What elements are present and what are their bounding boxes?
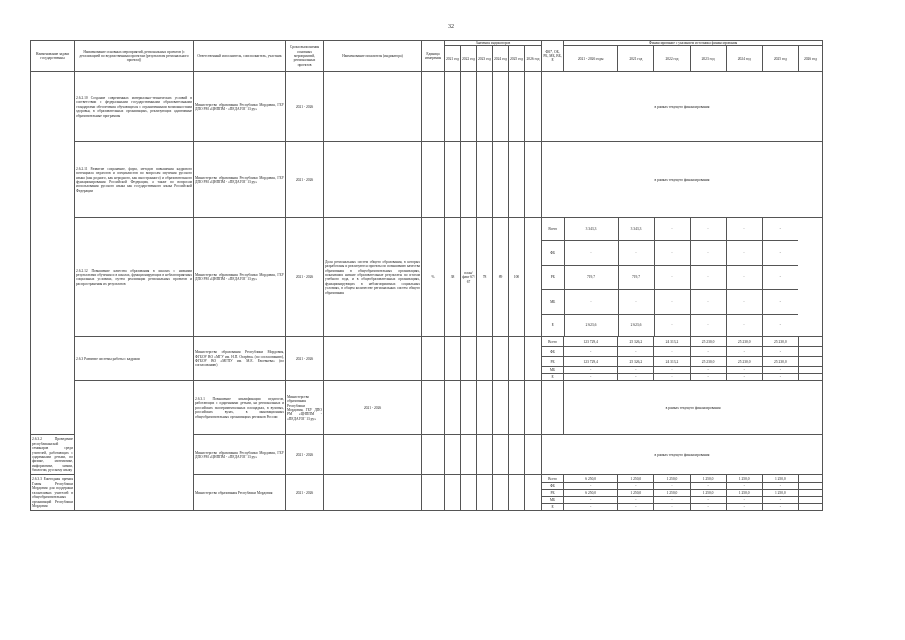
year-2021: 2021 год bbox=[445, 46, 461, 72]
fin-total: 719,7 bbox=[564, 265, 618, 290]
fin-total: 123 729,4 bbox=[564, 357, 618, 367]
fin-row bbox=[542, 290, 822, 315]
header-target-values: Значения индикаторов bbox=[445, 41, 542, 46]
value-cell bbox=[493, 381, 509, 435]
year-2025: 2025 год bbox=[509, 46, 525, 72]
period-cell: 2021 - 2026 bbox=[286, 72, 324, 142]
fin-2025: - bbox=[762, 504, 798, 511]
fin-2021: - bbox=[618, 290, 654, 315]
responsible-cell: Министерство образования Республики Мордовия, ГБУ ДПО РМ «ЦНППМ - «ПЕДАГОГ 13 ру» bbox=[194, 218, 286, 337]
fin-2023: - bbox=[690, 483, 726, 490]
fin-2022: 1 250,0 bbox=[654, 475, 690, 483]
fin-total: 2 623,6 bbox=[564, 314, 618, 336]
fin-2024: - bbox=[726, 367, 762, 374]
fin-2025: 1 250,0 bbox=[762, 490, 798, 497]
indicator-cell: Доля региональных систем общего образования, в которых разработаны и реализуются проекты по повышению качества образования в общеобразовательных организациях, показавших низкие образовательные результаты по итогам учебного года, и в общеобразовательных организациях, функционирующих в неблагоприятных социальных условиях, в общем количестве региональных систем общего образования bbox=[324, 218, 422, 337]
fin-2026 bbox=[798, 374, 822, 381]
event-cell: 2.6.3.3 Ежегодная премия Главы Республики Мордовия для поддержки талантливых учителей в общеобразовательных организаций Республики Мордовия bbox=[31, 475, 75, 511]
fin-2023: 1 250,0 bbox=[690, 490, 726, 497]
fin-2025: - bbox=[762, 241, 798, 266]
fin-total: - bbox=[564, 347, 618, 357]
fin-2024: - bbox=[726, 241, 762, 266]
indicator-cell bbox=[324, 475, 422, 511]
fin-2025: - bbox=[762, 347, 798, 357]
fin-2024: - bbox=[726, 218, 762, 240]
fin-2023: 25 230,0 bbox=[690, 337, 726, 347]
fin-2025: - bbox=[762, 265, 798, 290]
unit-cell bbox=[422, 337, 445, 381]
value-cell bbox=[509, 381, 525, 435]
unit-cell bbox=[422, 72, 445, 142]
fin-2024: - bbox=[726, 504, 762, 511]
fin-row bbox=[542, 265, 822, 290]
fin-2026 bbox=[798, 504, 822, 511]
event-cell: 2.6.3 Развитие системы работы с кадрами bbox=[75, 337, 194, 381]
financing-block bbox=[542, 218, 823, 337]
fin-source: РБ bbox=[542, 265, 564, 290]
unit-cell bbox=[422, 142, 445, 218]
fin-2022: - bbox=[654, 483, 690, 490]
unit-cell: % bbox=[422, 218, 445, 337]
event-cell: 2.6.3.2 Проведение республиканской семинаров среди учителей, работающих с одаренными детьми, по физике, математике, информатике, химии, биологии, русскому языку bbox=[31, 435, 75, 475]
fin-2026 bbox=[798, 497, 822, 504]
value-cell bbox=[493, 337, 509, 381]
value-2024: 89 bbox=[493, 218, 509, 337]
fin-2025: - bbox=[762, 314, 798, 336]
fin-source: Всего bbox=[542, 337, 564, 347]
fin-2022: 24 313,2 bbox=[654, 357, 690, 367]
fin-2025: - bbox=[762, 374, 798, 381]
fin-total: - bbox=[564, 504, 618, 511]
value-cell bbox=[445, 72, 461, 142]
fin-source: Е bbox=[542, 374, 564, 381]
indicator-cell bbox=[422, 381, 445, 435]
fin-2023: - bbox=[690, 347, 726, 357]
fin-2023: - bbox=[690, 367, 726, 374]
page-number: 32 bbox=[448, 24, 454, 30]
value-cell bbox=[461, 381, 477, 435]
fin-2024: 1 250,0 bbox=[726, 490, 762, 497]
fin-2022: - bbox=[654, 218, 690, 240]
header-row bbox=[31, 41, 823, 46]
financing-note: в рамках текущего финансирования bbox=[542, 142, 823, 218]
fin-2022: - bbox=[654, 367, 690, 374]
value-cell bbox=[445, 435, 461, 475]
period-cell: 2021 - 2026 bbox=[286, 142, 324, 218]
fin-2023: - bbox=[690, 218, 726, 240]
value-cell bbox=[509, 72, 525, 142]
fin-total: - bbox=[564, 367, 618, 374]
fin-year-2023: 2023 год bbox=[690, 46, 726, 72]
value-2025: 100 bbox=[509, 218, 525, 337]
fin-2026 bbox=[798, 475, 822, 483]
fin-2024: - bbox=[726, 347, 762, 357]
unit-cell bbox=[445, 381, 461, 435]
fin-2025: - bbox=[762, 483, 798, 490]
program-table bbox=[30, 40, 823, 511]
fin-2021: 1 250,0 bbox=[618, 475, 654, 483]
fin-2025: 25 230,0 bbox=[762, 357, 798, 367]
fin-total: - bbox=[564, 483, 618, 490]
value-cell bbox=[509, 142, 525, 218]
fin-2021: - bbox=[618, 374, 654, 381]
fin-2022: - bbox=[654, 497, 690, 504]
fin-source: ФБ bbox=[542, 241, 564, 266]
fin-2022: - bbox=[654, 265, 690, 290]
value-cell bbox=[525, 72, 542, 142]
fin-2023: - bbox=[690, 241, 726, 266]
fin-total: - bbox=[564, 290, 618, 315]
fin-2022: - bbox=[654, 347, 690, 357]
table-row bbox=[31, 142, 823, 218]
fin-2022: 1 250,0 bbox=[654, 490, 690, 497]
header-financing: Финансирование с указанием источника финансирования bbox=[564, 41, 823, 46]
value-cell bbox=[461, 435, 477, 475]
fin-total: 6 250,0 bbox=[564, 490, 618, 497]
value-cell bbox=[525, 475, 542, 511]
value-cell bbox=[525, 435, 542, 475]
fin-year-total: 2021 - 2026 годы bbox=[564, 46, 618, 72]
fin-row bbox=[542, 314, 822, 336]
value-2021: 38 bbox=[445, 218, 461, 337]
event-cell: 2.6.2.11 Развитие сохранение, форм, методов повышения кадрового потенциала педагогов и специалистов по вопросам изучения русского языка (как родного, как неродного, как иностранного) и образовательного функционирования Российской Федерации, а также по вопросам использования русского языка как государственного языка Российской Федерации bbox=[75, 142, 194, 218]
value-cell bbox=[461, 142, 477, 218]
fin-2024: 1 250,0 bbox=[726, 475, 762, 483]
fin-2022: 24 313,2 bbox=[654, 337, 690, 347]
value-cell bbox=[509, 475, 525, 511]
fin-2025: - bbox=[762, 218, 798, 240]
fin-source: Е bbox=[542, 314, 564, 336]
fin-source: Е bbox=[542, 504, 564, 511]
value-2023: 78 bbox=[477, 218, 493, 337]
indicator-cell bbox=[324, 142, 422, 218]
indicator-cell bbox=[324, 337, 422, 381]
fin-2021: - bbox=[618, 347, 654, 357]
fin-source: Всего bbox=[542, 475, 564, 483]
fin-2023: - bbox=[690, 314, 726, 336]
fin-2025: - bbox=[762, 497, 798, 504]
fin-year-2024: 2024 год bbox=[726, 46, 762, 72]
fin-source: МБ bbox=[542, 497, 564, 504]
value-cell bbox=[542, 381, 564, 435]
header-period: Сроки выполнения основных мероприятий, региональных проектов bbox=[286, 41, 324, 72]
fin-2021: - bbox=[618, 241, 654, 266]
fin-total: - bbox=[564, 241, 618, 266]
fin-2023: 25 230,0 bbox=[690, 357, 726, 367]
year-2022: 2022 год bbox=[461, 46, 477, 72]
year-2026: 2026 год bbox=[525, 46, 542, 72]
fin-2022: - bbox=[654, 241, 690, 266]
fin-2024: - bbox=[726, 290, 762, 315]
fin-2024: - bbox=[726, 314, 762, 336]
task-cell bbox=[31, 72, 75, 435]
period-cell: 2021 - 2026 bbox=[286, 475, 324, 511]
header-sources: ФБ*, ОБ, РБ, МБ, ВБ, Е bbox=[542, 41, 564, 72]
indicator-cell bbox=[324, 72, 422, 142]
value-cell bbox=[525, 381, 542, 435]
fin-2026 bbox=[798, 357, 822, 367]
value-cell bbox=[477, 142, 493, 218]
fin-year-2026: 2026 год bbox=[798, 46, 822, 72]
value-cell bbox=[525, 142, 542, 218]
fin-total: - bbox=[564, 374, 618, 381]
fin-2025: 1 250,0 bbox=[762, 475, 798, 483]
fin-2024: - bbox=[726, 374, 762, 381]
fin-source: МБ bbox=[542, 367, 564, 374]
fin-2022: - bbox=[654, 290, 690, 315]
period-cell: 2021 - 2026 bbox=[286, 435, 324, 475]
value-cell bbox=[525, 337, 542, 381]
fin-2023: 1 250,0 bbox=[690, 475, 726, 483]
value-2026 bbox=[525, 218, 542, 337]
fin-source: РБ bbox=[542, 357, 564, 367]
fin-2021: 25 326,2 bbox=[618, 357, 654, 367]
fin-2021: 3 343,3 bbox=[618, 218, 654, 240]
fin-source: ФБ bbox=[542, 483, 564, 490]
fin-2021: - bbox=[618, 497, 654, 504]
fin-2026 bbox=[798, 367, 822, 374]
task-cell bbox=[75, 381, 194, 511]
fin-2021: 2 623,6 bbox=[618, 314, 654, 336]
value-cell bbox=[493, 72, 509, 142]
fin-2023: - bbox=[690, 290, 726, 315]
value-cell bbox=[445, 337, 461, 381]
fin-2026 bbox=[798, 337, 822, 347]
header-task: Наименование задачи государственны bbox=[31, 41, 75, 72]
fin-2025: 25 230,0 bbox=[762, 337, 798, 347]
value-2022: план/ факт 67/ 67 bbox=[461, 218, 477, 337]
value-cell bbox=[477, 337, 493, 381]
value-cell bbox=[493, 475, 509, 511]
fin-source: МБ bbox=[542, 290, 564, 315]
period-cell: 2021 - 2026 bbox=[324, 381, 422, 435]
fin-source: Всего bbox=[542, 218, 564, 240]
fin-2021: - bbox=[618, 483, 654, 490]
value-cell bbox=[461, 337, 477, 381]
value-cell bbox=[509, 435, 525, 475]
value-cell bbox=[477, 475, 493, 511]
fin-2024: 25 230,0 bbox=[726, 337, 762, 347]
fin-year-2022: 2022 год bbox=[654, 46, 690, 72]
fin-total: 3 343,3 bbox=[564, 218, 618, 240]
fin-2023: - bbox=[690, 504, 726, 511]
value-cell bbox=[461, 72, 477, 142]
fin-2025: - bbox=[762, 290, 798, 315]
event-cell: 2.6.2.12 Повышение качества образования в школах с низкими результатами обучения и в школах, функционирующих в неблагоприятных социальных условиях, путем реализации региональных проектов и распространения их результатов bbox=[75, 218, 194, 337]
fin-2023: - bbox=[690, 374, 726, 381]
header-unit: Единица измерения bbox=[422, 41, 445, 72]
fin-total: - bbox=[564, 497, 618, 504]
unit-cell bbox=[422, 475, 445, 511]
fin-2021: 719,7 bbox=[618, 265, 654, 290]
fin-2022: - bbox=[654, 314, 690, 336]
unit-cell bbox=[422, 435, 445, 475]
fin-2022: - bbox=[654, 374, 690, 381]
fin-2024: 25 230,0 bbox=[726, 357, 762, 367]
value-cell bbox=[493, 142, 509, 218]
fin-source: ФБ bbox=[542, 347, 564, 357]
responsible-cell: Министерство образования Республики Мордовия, ГБУ ДПО РМ «ЦНППМ - «ПЕДАГОГ 13 ру» bbox=[194, 142, 286, 218]
year-2024: 2024 год bbox=[493, 46, 509, 72]
value-cell bbox=[461, 475, 477, 511]
header-event: Наименование основных мероприятий, региональных проектов (с детализацией по ведомственным проектам (результатам регионального проекта)) bbox=[75, 41, 194, 72]
fin-2024: - bbox=[726, 483, 762, 490]
value-cell bbox=[509, 337, 525, 381]
event-cell: 2.6.2.10 Создание современных материально-технических условий в соответствии с федеральными государственными образовательными стандартами обеспечения обучающихся с ограниченными возможностями здоровья, в образовательных организациях, реализующих адаптивные образовательные программы bbox=[75, 72, 194, 142]
value-cell bbox=[445, 142, 461, 218]
value-cell bbox=[445, 475, 461, 511]
responsible-cell: Министерство образования Республики Мордовия bbox=[194, 475, 286, 511]
fin-total: 123 729,4 bbox=[564, 337, 618, 347]
financing-note: в рамках текущего финансирования bbox=[542, 435, 823, 475]
value-cell bbox=[477, 381, 493, 435]
period-cell: 2021 - 2026 bbox=[286, 218, 324, 337]
fin-2025: - bbox=[762, 367, 798, 374]
table-row bbox=[31, 381, 823, 435]
table-row bbox=[31, 337, 823, 347]
fin-2021: - bbox=[618, 504, 654, 511]
fin-2023: - bbox=[690, 497, 726, 504]
fin-2026 bbox=[798, 347, 822, 357]
header-responsible: Ответственный исполнитель, соисполнитель, участник bbox=[194, 41, 286, 72]
financing-subtable bbox=[542, 218, 822, 336]
value-cell bbox=[493, 435, 509, 475]
period-cell: 2021 - 2026 bbox=[286, 337, 324, 381]
responsible-cell: Министерство образования Республики Мордовия, ГБУ ДПО РМ «ЦНППМ - «ПЕДАГОГ 13 ру» bbox=[194, 72, 286, 142]
responsible-cell: Министерство образования Республики Мордовия, ГБУ ДПО РМ «ЦНППМ - «ПЕДАГОГ 13 ру» bbox=[194, 435, 286, 475]
event-cell: 2.6.3.1 Повышение квалификации педагогов, работающих с одаренными детьми, на региональных и российских экспериментальных площадках, в вузовых, российских вузах, в инновационных общеобразовательных организациях регионов России bbox=[194, 381, 286, 435]
financing-note: в рамках текущего финансирования bbox=[564, 381, 823, 435]
fin-2021: - bbox=[618, 367, 654, 374]
fin-2024: - bbox=[726, 265, 762, 290]
header-indicator: Наименование показателя (индикатора) bbox=[324, 41, 422, 72]
fin-2023: - bbox=[690, 265, 726, 290]
fin-year-2025: 2025 год bbox=[762, 46, 798, 72]
fin-2026 bbox=[798, 483, 822, 490]
responsible-cell: Министерство образования Республики Мордовия, ГБУ ДПО РМ «ЦНППМ - «ПЕДАГОГ 13 ру» bbox=[286, 381, 324, 435]
value-cell bbox=[477, 72, 493, 142]
year-2023: 2023 год bbox=[477, 46, 493, 72]
fin-2021: 25 326,2 bbox=[618, 337, 654, 347]
financing-note: в рамках текущего финансирования bbox=[542, 72, 823, 142]
fin-total: 6 250,0 bbox=[564, 475, 618, 483]
fin-2026 bbox=[798, 490, 822, 497]
indicator-cell bbox=[324, 435, 422, 475]
fin-2021: 1 250,0 bbox=[618, 490, 654, 497]
value-cell bbox=[477, 435, 493, 475]
table-row bbox=[31, 218, 823, 337]
fin-2022: - bbox=[654, 504, 690, 511]
fin-row bbox=[542, 241, 822, 266]
fin-2024: - bbox=[726, 497, 762, 504]
table-row bbox=[31, 72, 823, 142]
fin-year-2021: 2021 год bbox=[618, 46, 654, 72]
fin-source: РБ bbox=[542, 490, 564, 497]
responsible-cell: Министерство образования Республики Мордовия, ФГБОУ ВО «МГУ им. Н.П. Огарёва» (по согласованию), ФГБОУ ВО «МГПУ им. М.Е. Евсевьева» (по согласованию) bbox=[194, 337, 286, 381]
fin-row bbox=[542, 218, 822, 240]
